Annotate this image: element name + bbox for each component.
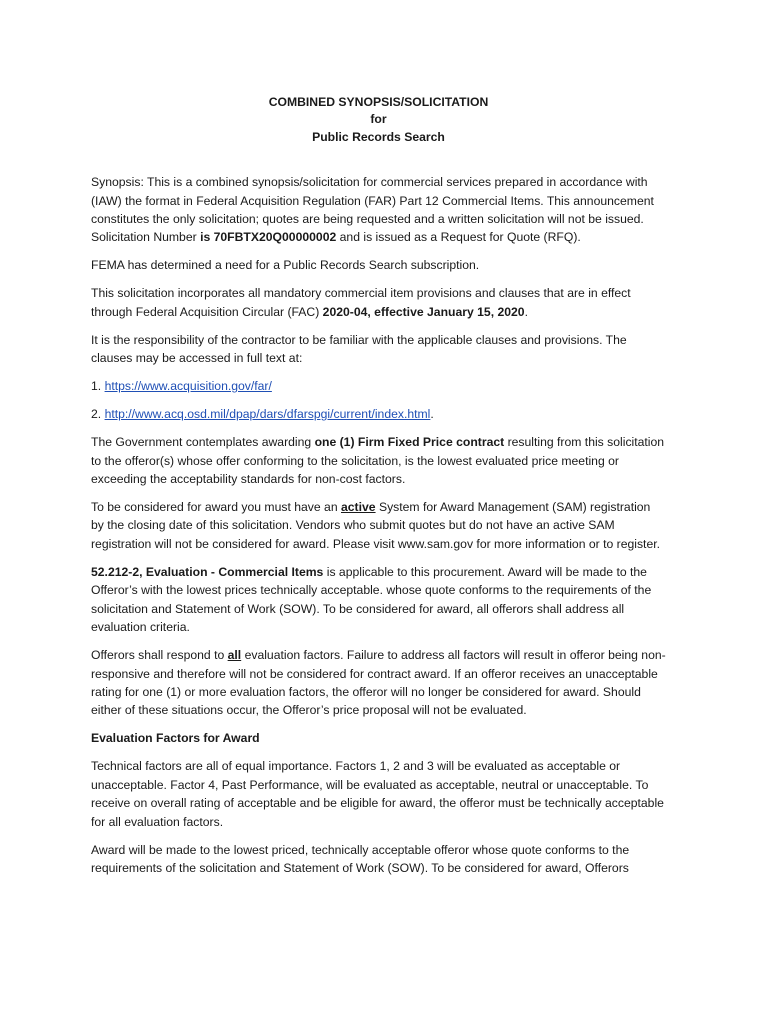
synopsis-text-end: and is issued as a Request for Quote (RFQ). [336,230,581,245]
award-contemplation-paragraph [91,433,666,488]
responsibility-paragraph: It is the responsibility of the contractor to be familiar with the applicable clauses and provisions. The clauses may be accessed in full text at: [91,332,627,366]
title-line-3: Public Records Search [312,129,445,144]
respond-paragraph [91,646,666,720]
sam-text-end: System for Award Management (SAM) registration by the closing date of this solicitation. Vendors who submit quotes but do not have an active SAM registration will not be considered for award. Please visit www.sam.gov for more information or to register. [91,500,660,551]
far-link[interactable]: https://www.acquisition.gov/far/ [104,379,272,394]
contract-type: one (1) Firm Fixed Price contract [314,435,505,450]
respond-text: Offerors shall respond to [91,648,228,663]
link-item-dfars [91,405,666,423]
active-emphasis: active [341,500,376,515]
synopsis-text: Synopsis: This is a combined synopsis/solicitation for commercial services prepared in accordance with (IAW) the format in Federal Acquisition Regulation (FAR) Part 12 Commercial Items. This announcement constitutes the only solicitation; quotes are being requested and a written solicitation will not be issued. Solicitation Number [91,175,654,245]
evaluation-clause-title: 52.212-2, Evaluation - Commercial Items [91,564,324,579]
solicitation-number: is 70FBTX20Q00000002 [200,230,337,245]
provisions-text-end: . [524,304,528,319]
final-award-paragraph: Award will be made to the lowest priced, technically acceptable offeror whose quote conforms to the requirements of the solicitation and Statement of Work (SOW). To be considered for award, Offerors [91,842,630,875]
evaluation-clause-paragraph [91,563,666,637]
title-line-1: COMBINED SYNOPSIS/SOLICITATION [268,95,489,109]
award-text: The Government contemplates awarding [91,435,315,450]
provisions-text: This solicitation incorporates all mandatory commercial item provisions and clauses that are in effect through Federal Acquisition Circular (FAC) [91,286,631,319]
award-text-end: resulting from this solicitation to the offeror(s) whose offer conforming to the solicitation, is the lowest evaluated price meeting or exceeding the acceptability standards for non-cost factors. [91,435,665,487]
evaluation-factors-heading: Evaluation Factors for Award [91,731,260,746]
link-item-far [91,377,666,395]
sam-paragraph [91,498,666,553]
all-emphasis: all [227,648,242,663]
provisions-paragraph [91,284,666,321]
synopsis-paragraph [91,173,666,247]
fac-reference: 2020-04, effective January 15, 2020 [322,304,525,319]
title-line-2: for [370,112,387,127]
dfars-link[interactable]: http://www.acq.osd.mil/dpap/dars/dfarspgi/current/index.html [104,407,431,422]
link-number: 1. [91,379,105,394]
document-title [91,94,666,146]
evaluation-clause-text: is applicable to this procurement. Award will be made to the Offeror’s with the lowest prices technically acceptable. whose quote conforms to the requirements of the solicitation and Statement of Work (SOW). To be considered for award, all offerors shall address all evaluation criteria. [91,564,652,635]
technical-factors-paragraph: Technical factors are all of equal importance. Factors 1, 2 and 3 will be evaluated as acceptable or unacceptable. Factor 4, Past Performance, will be evaluated as acceptable, neutral or unacceptable. To receive on overall rating of acceptable and be eligible for award, the offeror must be technically acceptable for all evaluation factors. [91,759,664,829]
respond-text-end: evaluation factors. Failure to address all factors will result in offeror being non-responsive and therefore will not be considered for contract award. If an offeror receives an unacceptable rating for one (1) or more evaluation factors, the offeror will no longer be considered for award. Should either of these situations occur, the Offeror’s price proposal will not be evaluated. [91,648,666,718]
link-suffix: . [430,407,434,422]
link-number: 2. [91,407,105,422]
need-paragraph: FEMA has determined a need for a Public Records Search subscription. [91,258,480,273]
sam-text: To be considered for award you must have an [91,500,341,515]
